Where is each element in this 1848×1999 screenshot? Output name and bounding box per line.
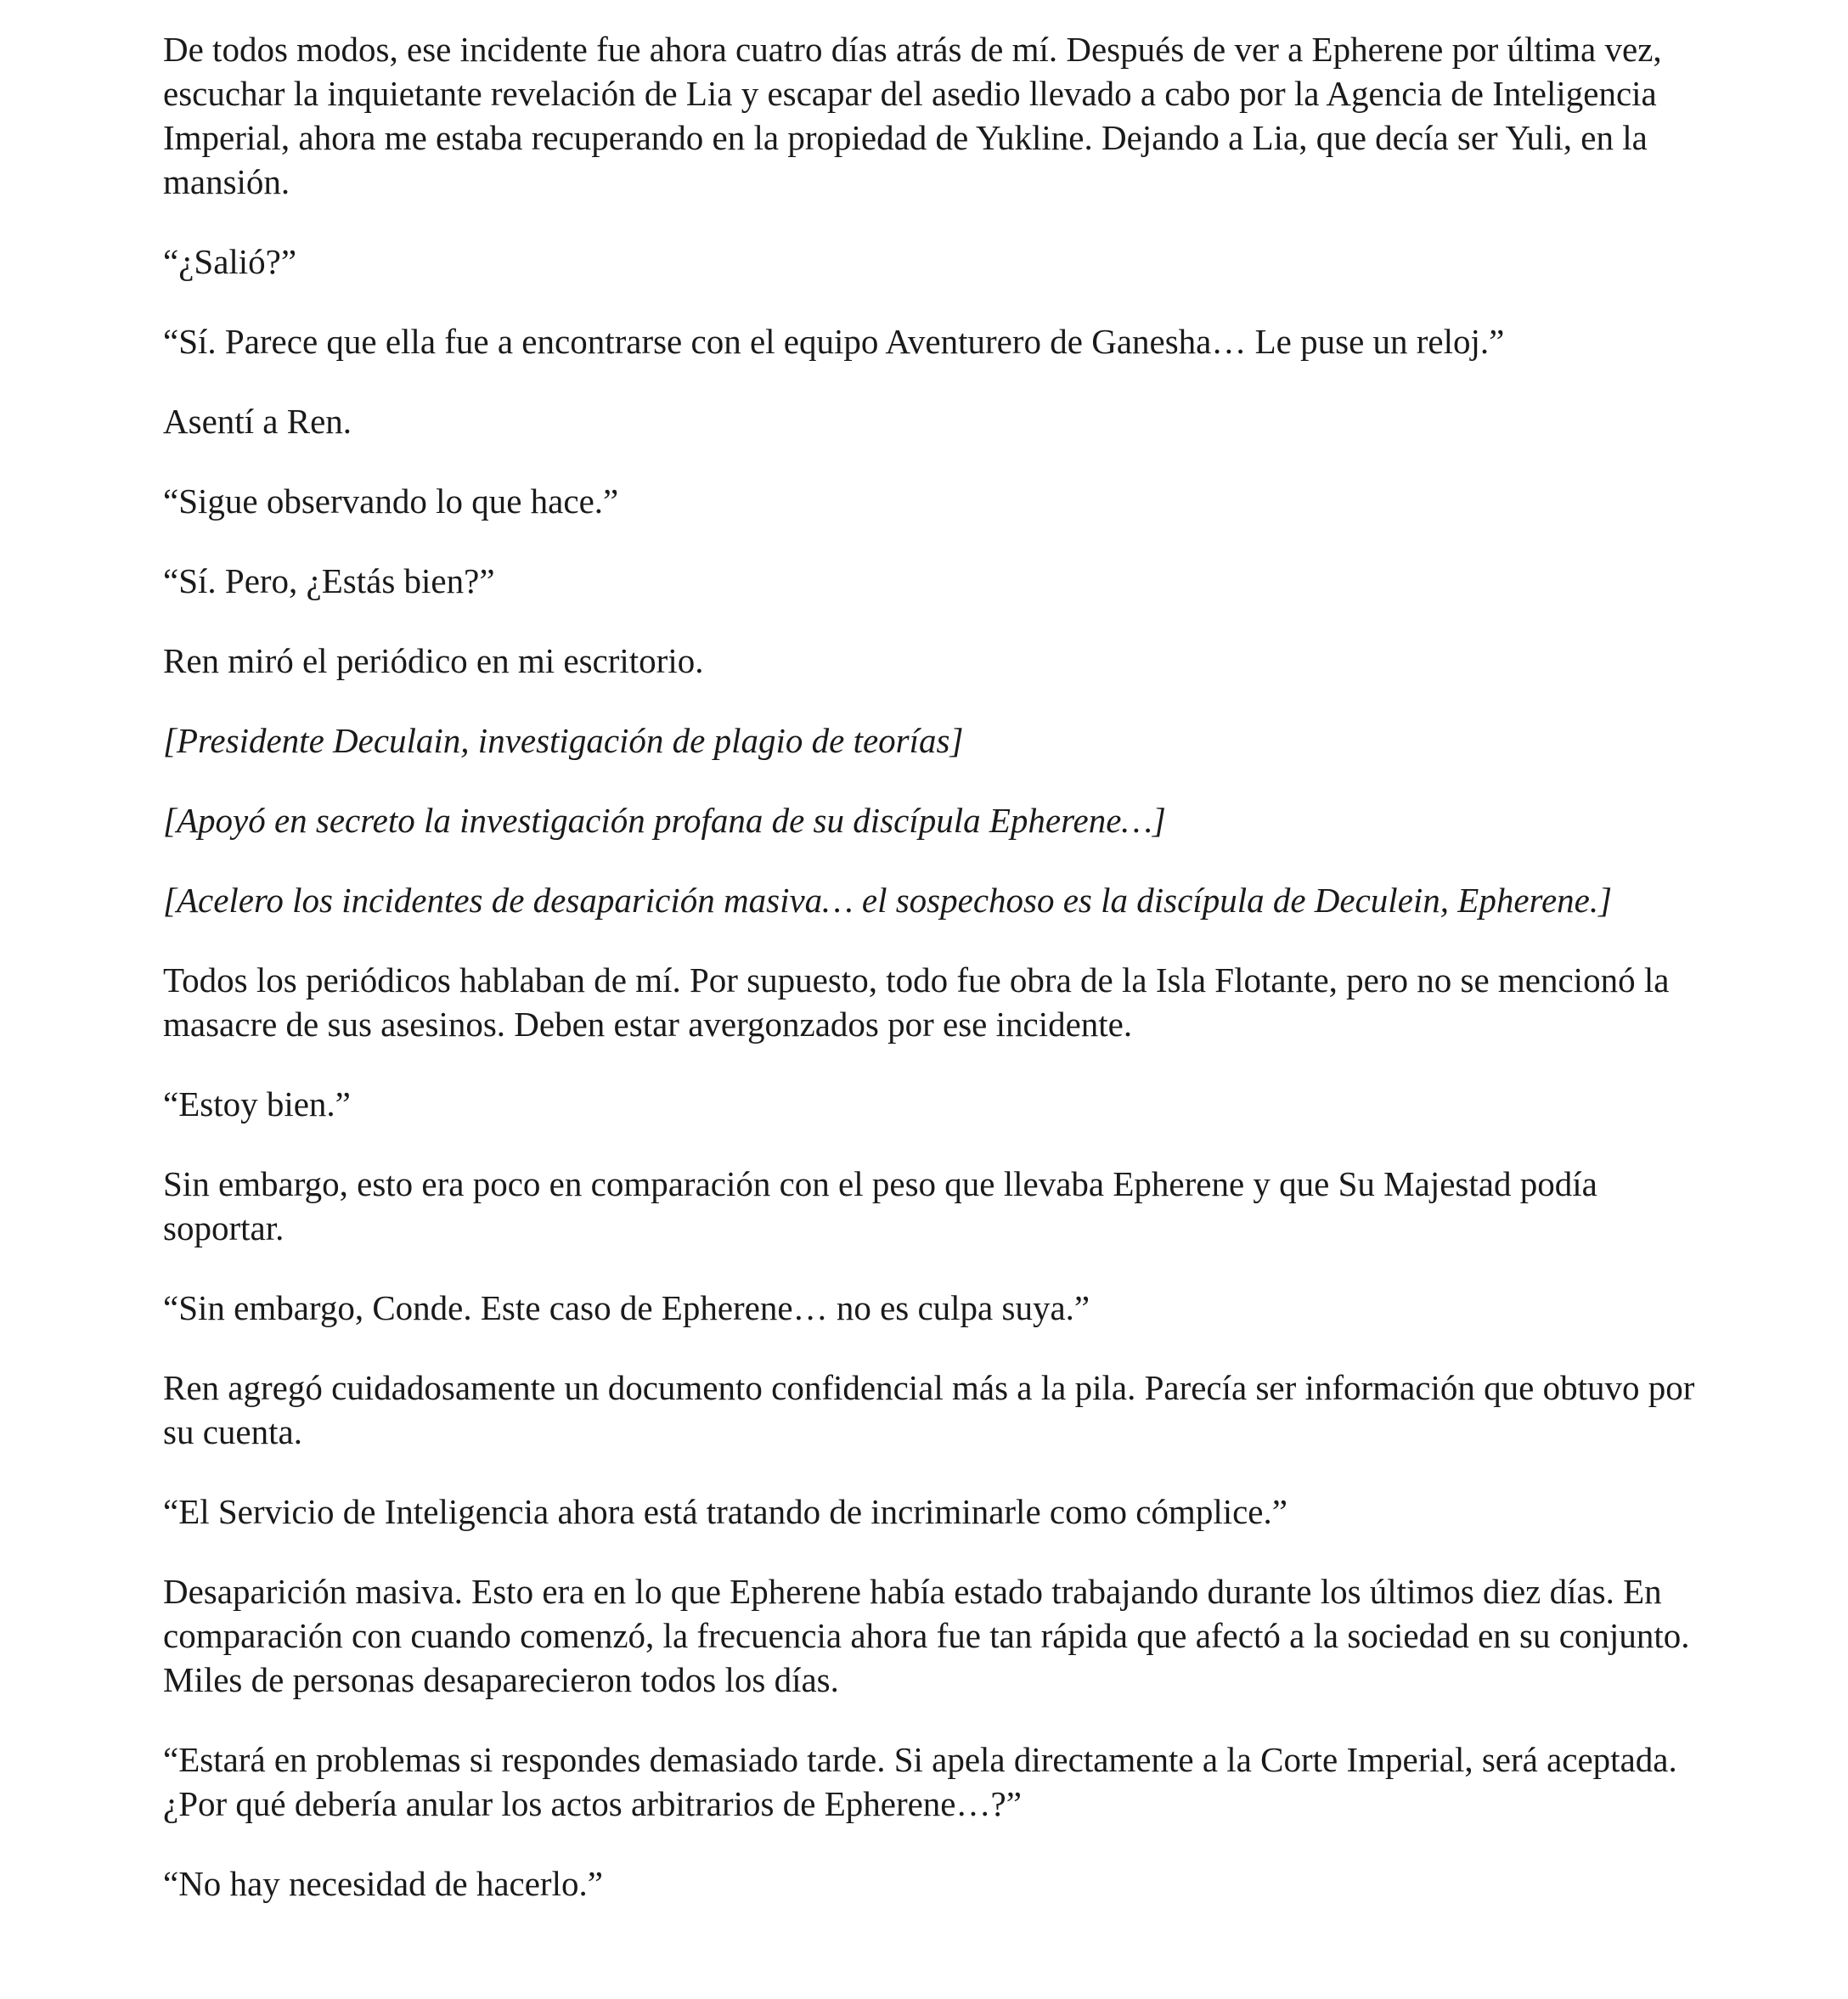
paragraph: Sin embargo, esto era poco en comparación con el peso que llevaba Epherene y que Su Majestad podía soportar. bbox=[163, 1164, 1597, 1247]
paragraph: Ren miró el periódico en mi escritorio. bbox=[163, 641, 704, 680]
newspaper-headline: [Presidente Deculain, investigación de plagio de teorías] bbox=[163, 721, 964, 760]
paragraph: Asentí a Ren. bbox=[163, 402, 352, 441]
dialogue-line: “No hay necesidad de hacerlo.” bbox=[163, 1864, 603, 1903]
dialogue-line: “Sí. Parece que ella fue a encontrarse con el equipo Aventurero de Ganesha… Le puse un reloj.” bbox=[163, 322, 1505, 361]
dialogue-line: “El Servicio de Inteligencia ahora está tratando de incriminarle como cómplice.” bbox=[163, 1492, 1287, 1531]
dialogue-line: “Estoy bien.” bbox=[163, 1084, 351, 1123]
dialogue-line: “Sin embargo, Conde. Este caso de Epherene… no es culpa suya.” bbox=[163, 1288, 1090, 1327]
paragraph: Ren agregó cuidadosamente un documento confidencial más a la pila. Parecía ser información que obtuvo por su cuenta. bbox=[163, 1368, 1695, 1451]
paragraph: Desaparición masiva. Esto era en lo que Epherene había estado trabajando durante los últimos diez días. En comparación con cuando comenzó, la frecuencia ahora fue tan rápida que afectó a la sociedad en su conjunto. Miles de personas desaparecieron todos los días. bbox=[163, 1572, 1690, 1699]
newspaper-headline: [Apoyó en secreto la investigación profana de su discípula Epherene…] bbox=[163, 801, 1166, 840]
paragraph: Todos los periódicos hablaban de mí. Por supuesto, todo fue obra de la Isla Flotante, pero no se mencionó la masacre de sus asesinos. Deben estar avergonzados por ese incidente. bbox=[163, 960, 1670, 1044]
paragraph: De todos modos, ese incidente fue ahora cuatro días atrás de mí. Después de ver a Epherene por última vez, escuchar la inquietante revelación de Lia y escapar del asedio llevado a cabo por la Agencia de Inteligencia Imperial, ahora me estaba recuperando en la propiedad de Yukline. Dejando a Lia, que decía ser Yuli, en la mansión. bbox=[163, 30, 1662, 201]
dialogue-line: “Sí. Pero, ¿Estás bien?” bbox=[163, 561, 495, 600]
dialogue-line: “Sigue observando lo que hace.” bbox=[163, 481, 619, 521]
dialogue-line: “¿Salió?” bbox=[163, 242, 297, 281]
newspaper-headline: [Acelero los incidentes de desaparición masiva… el sospechoso es la discípula de Deculein, Epherene.] bbox=[163, 881, 1613, 920]
document-body bbox=[163, 27, 1709, 1941]
dialogue-line: “Estará en problemas si respondes demasiado tarde. Si apela directamente a la Corte Imperial, será aceptada. ¿Por qué debería anular los actos arbitrarios de Epherene…?” bbox=[163, 1740, 1677, 1823]
